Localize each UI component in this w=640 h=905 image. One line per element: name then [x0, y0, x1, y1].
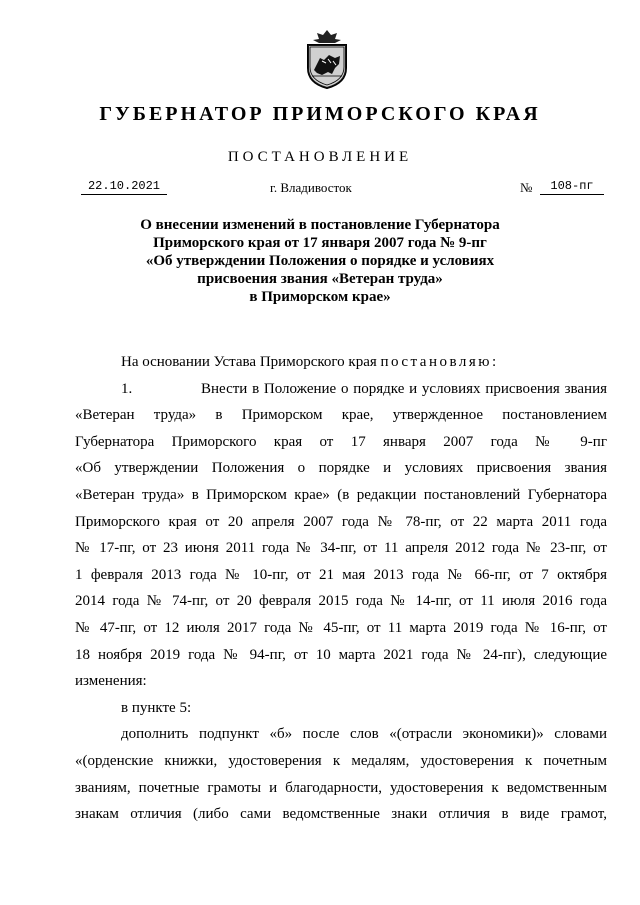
document-place: г. Владивосток — [270, 180, 352, 195]
document-body — [75, 349, 607, 828]
paragraph-line: 1 февраля 2013 года № 10-пг, от 21 мая 2013 года № 66-пг, от 7 октября — [75, 566, 607, 583]
document-date: 22.10.2021 — [81, 179, 167, 195]
document-number: 108-пг — [540, 179, 604, 195]
preamble-text: На основании Устава Приморского края — [121, 354, 381, 370]
item-1-number: 1. — [121, 380, 133, 397]
paragraph-line: «Ветеран труда» в Приморском крае, утвержденное постановлением — [75, 407, 607, 424]
paragraph-line: 2014 года № 74-пг, от 20 февраля 2015 года № 14-пг, от 11 июля 2016 года — [75, 593, 607, 610]
paragraph-line: № 17-пг, от 23 июня 2011 года № 34-пг, от 11 апреля 2012 года № 23-пг, от — [75, 540, 607, 557]
paragraph-line: изменения: — [75, 673, 147, 690]
item-1-text: Внести в Положение о порядке и условиях присвоения звания — [201, 380, 607, 397]
preamble-resolve: постановляю: — [380, 354, 499, 370]
paragraph-line: званиям, почетные грамоты и благодарности, удостоверения к ведомственным — [75, 779, 607, 796]
title-line: «Об утверждении Положения о порядке и условиях — [145, 253, 495, 269]
paragraph-line: «(орденские книжки, удостоверения к медалям, удостоверения к почетным — [75, 752, 607, 769]
document-type: ПОСТАНОВЛЕНИЕ — [227, 149, 413, 165]
paragraph-line: Губернатора Приморского края от 17 января 2007 года № 9-пг — [75, 433, 607, 450]
paragraph-line: Приморского края от 20 апреля 2007 года № 78-пг, от 22 марта 2011 года — [75, 513, 607, 530]
paragraph-line: № 47-пг, от 12 июля 2017 года № 45-пг, от 11 марта 2019 года № 16-пг, от — [75, 619, 607, 636]
number-sign: № — [520, 180, 533, 195]
paragraph-line: «Об утверждении Положения о порядке и условиях присвоения звания — [75, 460, 607, 477]
issuing-authority: ГУБЕРНАТОР ПРИМОРСКОГО КРАЯ — [99, 103, 541, 125]
title-line: Приморского края от 17 января 2007 года № 9-пг — [153, 235, 487, 251]
title-line: О внесении изменений в постановление Губернатора — [140, 217, 500, 233]
paragraph-line: знакам отличия (либо сами ведомственные знаки отличия в виде грамот, — [75, 806, 607, 823]
point-5-first-line: дополнить подпункт «б» после слов «(отрасли экономики)» словами — [121, 726, 607, 743]
paragraph-line: 18 ноября 2019 года № 94-пг, от 10 марта 2021 года № 24-пг), следующие — [75, 646, 607, 663]
paragraph-line: «Ветеран труда» в Приморском крае» (в редакции постановлений Губернатора — [75, 486, 607, 503]
preamble — [75, 349, 607, 376]
coat-of-arms-icon — [302, 28, 352, 90]
title-line: в Приморском крае» — [249, 289, 391, 305]
title-line: присвоения звания «Ветеран труда» — [197, 271, 443, 287]
point-5-heading: в пункте 5: — [121, 699, 192, 716]
document-title — [120, 216, 520, 306]
item-1-first-line — [75, 376, 607, 403]
